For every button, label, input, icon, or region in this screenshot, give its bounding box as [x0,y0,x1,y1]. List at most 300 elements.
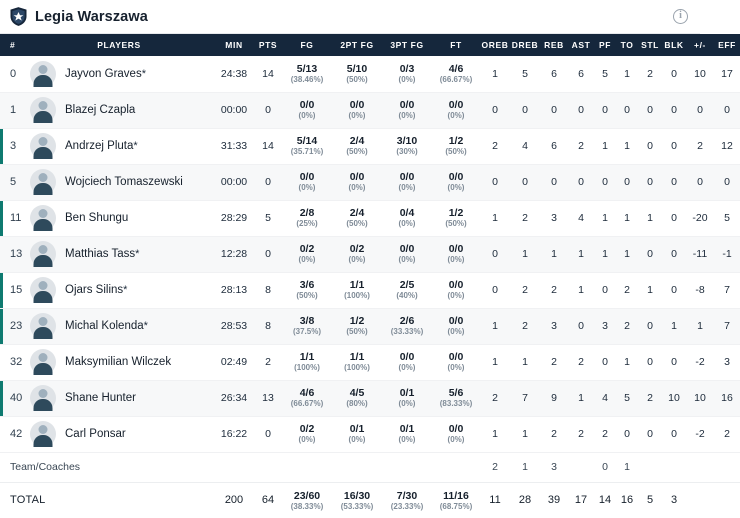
stat-2ptfg [332,128,382,164]
stat-ast: 1 [568,272,594,308]
stat-3ptfg [382,164,432,200]
boxscore-table [0,34,740,518]
avatar-body-shape [34,399,53,411]
stat-ft-made-attempted: 0/0 [448,315,464,328]
player-identity[interactable] [30,169,214,195]
stat-3ptfg-value [382,135,432,156]
total-fg-percent: (38.33%) [290,501,324,511]
stat-fg-made-attempted: 3/8 [299,315,315,328]
team-coaches-pf: 0 [594,452,616,482]
stat-2ptfg-percent: (50%) [346,327,368,337]
total-fg [282,482,332,518]
stat-blk: 0 [662,272,686,308]
column-header-oreb[interactable]: OREB [480,34,510,56]
stat-fg [282,236,332,272]
stat-plusminus: -8 [686,272,714,308]
stat-2ptfg [332,272,382,308]
player-identity[interactable] [30,241,214,267]
stat-to: 0 [616,164,638,200]
column-header-dreb[interactable]: DREB [510,34,540,56]
stat-ft-percent: (0%) [447,255,465,265]
stat-plusminus: 10 [686,380,714,416]
player-name[interactable]: Michal Kolenda [65,320,144,332]
stat-3ptfg-made-attempted: 0/0 [399,171,415,184]
avatar [30,97,56,123]
stat-3ptfg-value [382,423,432,444]
stat-2ptfg-percent: (0%) [348,183,366,193]
stat-to: 2 [616,308,638,344]
total-ft [432,482,480,518]
stat-2ptfg-percent: (50%) [346,219,368,229]
player-identity[interactable] [30,205,214,231]
stat-ft-made-attempted: 0/0 [448,423,464,436]
table-row[interactable] [0,128,740,164]
stat-3ptfg-percent: (33.33%) [390,327,424,337]
stat-2ptfg [332,164,382,200]
avatar-body-shape [34,435,53,447]
player-cell [24,380,214,416]
avatar-body-shape [34,363,53,375]
player-name[interactable]: Maksymilian Wilczek [65,356,172,368]
avatar-body-shape [34,291,53,303]
avatar-head-shape [39,317,48,326]
player-name[interactable]: Andrzej Pluta [65,140,134,152]
team-crest-icon [10,7,27,26]
stat-2ptfg-percent: (100%) [344,363,370,373]
stat-3ptfg-percent: (0%) [398,363,416,373]
stat-plusminus: -11 [686,236,714,272]
player-cell [24,200,214,236]
player-cell [24,272,214,308]
column-header-players[interactable]: PLAYERS [24,34,214,56]
stat-fg-made-attempted: 0/0 [299,171,315,184]
stat-pf: 4 [594,380,616,416]
stat-pts: 13 [254,380,282,416]
column-header-fg[interactable]: FG [282,34,332,56]
stat-dreb: 4 [510,128,540,164]
stat-plusminus: 0 [686,92,714,128]
stat-pf: 1 [594,200,616,236]
starter-marker: * [143,320,148,332]
stat-eff: 12 [714,128,740,164]
player-number-label: 15 [10,284,23,296]
stat-ft-made-attempted: 1/2 [448,207,464,220]
avatar [30,241,56,267]
stat-blk: 0 [662,128,686,164]
column-header-reb[interactable]: REB [540,34,568,56]
stat-3ptfg-percent: (0%) [398,183,416,193]
stat-2ptfg-value [332,351,382,372]
stat-3ptfg-value [382,279,432,300]
row-accent-bar [0,237,3,272]
stat-fg-value [282,207,332,228]
avatar [30,61,56,87]
total-3ptfg [382,482,432,518]
stat-oreb: 0 [480,236,510,272]
column-header-ast[interactable]: AST [568,34,594,56]
total-3ptfg-value [382,490,432,511]
stat-ft-value [432,315,480,336]
stat-stl: 0 [638,308,662,344]
column-header-num[interactable]: # [0,34,24,56]
stat-fg [282,416,332,452]
stat-ft-value [432,279,480,300]
stat-fg-made-attempted: 5/14 [296,135,318,148]
player-cell [24,56,214,92]
stat-3ptfg-made-attempted: 0/4 [399,207,415,220]
stat-3ptfg-made-attempted: 0/3 [399,63,415,76]
player-number [0,344,24,380]
avatar-body-shape [34,147,53,159]
stat-3ptfg [382,272,432,308]
stat-min: 26:34 [214,380,254,416]
stat-3ptfg-percent: (30%) [396,147,418,157]
team-coaches-eff [714,452,740,482]
stat-reb: 3 [540,200,568,236]
stat-fg-value [282,135,332,156]
stat-min: 28:53 [214,308,254,344]
stat-fg [282,56,332,92]
player-cell [24,308,214,344]
player-identity[interactable] [30,277,214,303]
total-min: 200 [214,482,254,518]
stat-min: 31:33 [214,128,254,164]
stat-fg-made-attempted: 4/6 [299,387,315,400]
stat-eff: 5 [714,200,740,236]
stat-dreb: 5 [510,56,540,92]
stat-2ptfg-made-attempted: 0/0 [349,171,365,184]
player-name[interactable]: Ojars Silins [65,284,124,296]
stat-min: 12:28 [214,236,254,272]
column-header-eff[interactable]: EFF [714,34,740,56]
stat-ft-value [432,99,480,120]
stat-ft-percent: (0%) [447,435,465,445]
total-eff [714,482,740,518]
stat-ft-percent: (0%) [447,363,465,373]
stat-2ptfg [332,308,382,344]
avatar [30,169,56,195]
stat-reb: 9 [540,380,568,416]
column-header-pts[interactable]: PTS [254,34,282,56]
table-row[interactable] [0,380,740,416]
column-header-min[interactable]: MIN [214,34,254,56]
stat-2ptfg [332,56,382,92]
team-coaches-blk [662,452,686,482]
stat-min: 28:29 [214,200,254,236]
stat-ft [432,200,480,236]
total-3ptfg-made-attempted: 7/30 [396,489,418,502]
stat-ast: 1 [568,380,594,416]
column-header-ft[interactable]: FT [432,34,480,56]
stat-ft [432,380,480,416]
player-number [0,92,24,128]
stat-ft [432,344,480,380]
avatar-head-shape [39,245,48,254]
stat-min: 02:49 [214,344,254,380]
player-name[interactable]: Ben Shungu [65,212,129,224]
player-cell [24,416,214,452]
stat-pts: 2 [254,344,282,380]
player-identity[interactable] [30,349,214,375]
stat-3ptfg [382,236,432,272]
stat-fg [282,92,332,128]
stat-ft-percent: (50%) [445,147,467,157]
stat-2ptfg-value [332,315,382,336]
total-ft-percent: (68.75%) [439,501,473,511]
player-name[interactable]: Matthias Tass [65,248,136,260]
stat-pts: 8 [254,272,282,308]
stat-fg [282,272,332,308]
player-number [0,128,24,164]
stat-2ptfg-made-attempted: 2/4 [349,207,365,220]
player-cell [24,344,214,380]
avatar [30,349,56,375]
row-accent-bar [0,417,3,452]
stat-blk: 10 [662,380,686,416]
team-coaches-reb: 3 [540,452,568,482]
stat-oreb: 2 [480,380,510,416]
stat-fg-value [282,63,332,84]
stat-3ptfg-made-attempted: 2/6 [399,315,415,328]
stat-3ptfg-made-attempted: 0/0 [399,243,415,256]
player-identity[interactable] [30,97,214,123]
team-coaches-stl [638,452,662,482]
stat-fg-value [282,315,332,336]
stat-to: 2 [616,272,638,308]
row-accent-bar [0,273,3,308]
stat-dreb: 1 [510,236,540,272]
stat-ast: 1 [568,236,594,272]
player-name[interactable]: Blazej Czapla [65,104,136,116]
stat-blk: 0 [662,200,686,236]
total-ft-made-attempted: 11/16 [443,489,469,502]
stat-pts: 0 [254,92,282,128]
stat-fg-made-attempted: 1/1 [299,351,315,364]
stat-2ptfg-percent: (50%) [346,147,368,157]
stat-3ptfg-percent: (40%) [396,291,418,301]
stat-fg-made-attempted: 2/8 [299,207,315,220]
stat-3ptfg [382,308,432,344]
row-accent-bar [0,345,3,380]
info-icon[interactable]: i [673,9,688,24]
stat-pts: 8 [254,308,282,344]
stat-ft-made-attempted: 0/0 [448,243,464,256]
stat-fg-percent: (0%) [298,183,316,193]
stat-2ptfg-made-attempted: 1/1 [349,351,365,364]
avatar-head-shape [39,209,48,218]
stat-3ptfg [382,128,432,164]
stat-ast: 4 [568,200,594,236]
stat-oreb: 1 [480,200,510,236]
stat-to: 5 [616,380,638,416]
stat-2ptfg [332,236,382,272]
player-name[interactable]: Shane Hunter [65,392,136,404]
total-fg-value [282,490,332,511]
stat-stl: 0 [638,128,662,164]
stat-eff: 3 [714,344,740,380]
stat-reb: 3 [540,308,568,344]
table-header-row [0,34,740,56]
stat-fg-percent: (35.71%) [290,147,324,157]
table-row[interactable] [0,200,740,236]
stat-3ptfg-value [382,351,432,372]
stat-fg-percent: (0%) [298,111,316,121]
stat-ft-percent: (0%) [447,111,465,121]
stat-pf: 0 [594,344,616,380]
stat-pts: 0 [254,164,282,200]
team-coaches-oreb: 2 [480,452,510,482]
stat-stl: 0 [638,416,662,452]
total-blk: 3 [662,482,686,518]
player-identity[interactable] [30,61,214,87]
stat-ft-percent: (0%) [447,183,465,193]
starter-marker: * [141,67,146,80]
stat-plusminus: -2 [686,344,714,380]
avatar-head-shape [39,173,48,182]
table-row[interactable] [0,416,740,452]
table-row[interactable] [0,344,740,380]
stat-2ptfg-made-attempted: 0/0 [349,99,365,112]
table-row[interactable] [0,272,740,308]
stat-fg-value [282,423,332,444]
table-row[interactable] [0,308,740,344]
player-identity[interactable] [30,421,214,447]
stat-dreb: 2 [510,272,540,308]
player-name[interactable]: Wojciech Tomaszewski [65,176,183,188]
avatar-head-shape [39,425,48,434]
table-row[interactable] [0,56,740,92]
team-coaches-dreb: 1 [510,452,540,482]
stat-2ptfg-made-attempted: 1/1 [349,279,365,292]
total-pf: 14 [594,482,616,518]
stat-plusminus: 2 [686,128,714,164]
row-accent-bar [0,56,3,92]
stat-3ptfg [382,56,432,92]
avatar-body-shape [34,111,53,123]
total-reb: 39 [540,482,568,518]
column-header-plusminus[interactable]: +/- [686,34,714,56]
stat-to: 1 [616,200,638,236]
avatar [30,385,56,411]
stat-ft [432,128,480,164]
stat-pf: 0 [594,92,616,128]
table-row[interactable] [0,92,740,128]
stat-ft-value [432,171,480,192]
team-coaches-pm [686,452,714,482]
stat-to: 1 [616,128,638,164]
stat-3ptfg-made-attempted: 0/0 [399,351,415,364]
player-number-label: 32 [10,356,23,368]
stat-dreb: 7 [510,380,540,416]
stat-min: 00:00 [214,92,254,128]
stat-ft [432,56,480,92]
stat-blk: 0 [662,92,686,128]
stat-fg-value [282,279,332,300]
stat-eff: 7 [714,272,740,308]
column-header-to[interactable]: TO [616,34,638,56]
player-name[interactable]: Carl Ponsar [65,428,126,440]
stat-fg-value [282,387,332,408]
stat-ft [432,272,480,308]
player-number-label: 42 [10,428,23,440]
table-row[interactable] [0,236,740,272]
stat-fg-made-attempted: 3/6 [299,279,315,292]
stat-2ptfg-value [332,207,382,228]
stat-ft-value [432,63,480,84]
total-ft-value [432,490,480,511]
stat-stl: 0 [638,164,662,200]
stat-fg [282,344,332,380]
stat-3ptfg-value [382,207,432,228]
player-identity[interactable] [30,133,214,159]
stat-eff: 17 [714,56,740,92]
stat-ft-value [432,387,480,408]
player-identity[interactable] [30,313,214,339]
column-header-blk[interactable]: BLK [662,34,686,56]
player-number-label: 1 [10,104,17,116]
avatar-head-shape [39,65,48,74]
player-cell [24,128,214,164]
stat-fg [282,308,332,344]
stat-stl: 1 [638,200,662,236]
avatar-body-shape [34,183,53,195]
stat-pts: 0 [254,416,282,452]
stat-ft-made-attempted: 0/0 [448,351,464,364]
row-accent-bar [0,381,3,416]
total-label: TOTAL [0,482,214,518]
stat-plusminus: -2 [686,416,714,452]
team-coaches-to: 1 [616,452,638,482]
row-accent-bar [0,93,3,128]
team-coaches-ast [568,452,594,482]
starter-marker: * [135,248,140,260]
stat-pf: 1 [594,128,616,164]
stat-oreb: 0 [480,272,510,308]
stat-3ptfg [382,200,432,236]
table-row[interactable] [0,164,740,200]
stat-fg-percent: (100%) [294,363,320,373]
stat-eff: 0 [714,164,740,200]
stat-3ptfg [382,344,432,380]
player-name[interactable]: Jayvon Graves [65,67,142,80]
stat-stl: 1 [638,272,662,308]
stat-2ptfg-made-attempted: 2/4 [349,135,365,148]
stat-eff: 16 [714,380,740,416]
avatar-head-shape [39,137,48,146]
stat-2ptfg-value [332,135,382,156]
stat-fg [282,164,332,200]
row-accent-bar [0,201,3,236]
player-identity[interactable] [30,385,214,411]
stat-ast: 2 [568,416,594,452]
stat-to: 0 [616,416,638,452]
stat-plusminus: 1 [686,308,714,344]
stat-to: 1 [616,56,638,92]
stat-stl: 0 [638,236,662,272]
column-header-pf[interactable]: PF [594,34,616,56]
column-header-2ptfg[interactable]: 2PT FG [332,34,382,56]
player-number-label: 0 [10,67,17,80]
stat-dreb: 2 [510,308,540,344]
stat-oreb: 2 [480,128,510,164]
column-header-3ptfg[interactable]: 3PT FG [382,34,432,56]
stat-dreb: 1 [510,344,540,380]
stat-reb: 6 [540,128,568,164]
player-number-label: 5 [10,176,17,188]
stat-pts: 14 [254,56,282,92]
stat-fg-percent: (66.67%) [290,399,324,409]
column-header-stl[interactable]: STL [638,34,662,56]
